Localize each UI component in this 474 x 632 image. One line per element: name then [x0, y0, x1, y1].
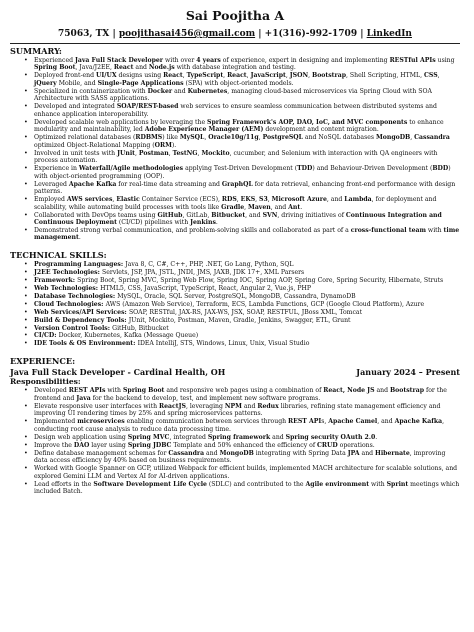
bold-text: EKS — [240, 196, 256, 204]
text-run: Container Service (ECS), — [139, 196, 222, 204]
skills-list — [10, 261, 460, 347]
bold-text: PostgreSQL — [262, 134, 303, 142]
list-item — [24, 57, 460, 72]
separator: | — [112, 29, 119, 39]
list-item — [24, 418, 460, 433]
bold-text: Cassandra — [168, 449, 205, 457]
skill-colon: : — [54, 332, 59, 340]
bold-text: Spring security OAuth 2.0 — [285, 433, 376, 441]
bold-text: 4 years — [196, 57, 221, 64]
bold-text: Java — [76, 394, 91, 402]
job-header — [10, 367, 460, 377]
text-run: ) and Behaviour-Driven Development ( — [312, 165, 433, 173]
experience-list — [10, 387, 460, 495]
bold-text: Bootstrap — [389, 387, 425, 395]
contact-line — [10, 28, 460, 40]
bold-text: Spring Framework's AOP, DAO, IoC, and MVC components — [207, 118, 408, 126]
text-run: designs using — [116, 72, 164, 80]
text-run: and NoSQL databases — [302, 134, 376, 142]
list-item — [24, 150, 460, 165]
skill-value: Spring Boot, Spring MVC, Spring Web Flow, Spring IOC, Spring AOP, Spring Core, Spring Security, Hibernate, Struts — [77, 277, 444, 285]
text-run: of experience, expert in designing and implementing — [220, 57, 390, 64]
skill-value: AWS (Amazon Web Service), Terraform, ECS, Lambda Functions, GCP (Google Cloud Platform), Azure — [105, 300, 425, 308]
bold-text: SOAP/REST-based — [116, 103, 179, 111]
skill-value: IDEA IntelliJ, STS, Windows, Linux, Unix, Visual Studio — [137, 340, 310, 348]
list-item — [24, 196, 460, 211]
bold-text: Apache Kafka — [68, 180, 117, 188]
list-item — [24, 434, 460, 441]
bold-text: RDBMS — [135, 134, 163, 142]
list-item — [24, 165, 460, 180]
bold-text: RESTful APIs — [389, 57, 436, 64]
text-run: . — [300, 203, 303, 211]
text-run: , improving data access efficiency by 40% based on business requirements. — [34, 449, 446, 465]
bold-text: Continuous Integration and Continuous Deployment — [34, 211, 442, 226]
skill-item — [24, 285, 460, 293]
text-run: with database integration and testing. — [174, 64, 296, 72]
text-run: and — [270, 433, 286, 441]
text-run: , — [197, 149, 202, 157]
text-run: for the frontend and — [34, 387, 447, 402]
bold-text: Apache Kafka — [394, 418, 443, 426]
skill-item — [24, 277, 460, 285]
bold-text: NPM — [224, 402, 242, 410]
bold-text: Bitbucket — [211, 211, 246, 219]
text-run: Collaborated with DevOps teams using — [34, 211, 158, 219]
text-run: optimized Object-Relational Mapping ( — [34, 141, 155, 149]
bold-text: BDD — [432, 165, 449, 173]
text-run: web services to ensure seamless communication between distributed systems and enhance application interoperability. — [34, 103, 437, 118]
text-run: ). — [171, 141, 177, 149]
bold-text: Apache Camel — [328, 418, 378, 426]
text-run: and — [133, 64, 149, 72]
text-run: , — [223, 72, 228, 80]
text-run: , — [437, 72, 440, 80]
bold-text: JSON — [289, 72, 309, 80]
text-run: applying Test-Driven Development ( — [183, 165, 298, 173]
skill-item — [24, 293, 460, 301]
skill-value: Java 8, C, C#, C++, PHP, .NET, Go Lang, Python, SQL — [125, 261, 294, 269]
text-run: Developed and integrated — [34, 103, 117, 111]
text-run: , — [258, 134, 263, 142]
bold-text: Postman — [138, 149, 169, 157]
bold-text: TDD — [297, 165, 313, 173]
skill-value: JUnit, Mockito, Postman, Maven, Gradle, Jenkins, Swagger, ETL, Grunt — [128, 316, 351, 324]
text-run: and — [241, 402, 258, 410]
text-run: , — [112, 196, 117, 204]
text-run: (SDLC) and contributed to the — [206, 480, 306, 488]
text-run: for data retrieval, enhancing front-end performance with design patterns. — [34, 180, 456, 196]
bold-text: UI/UX — [96, 72, 117, 80]
responsibilities-label: Responsibilities: — [10, 377, 81, 387]
bold-text: React — [113, 64, 134, 72]
text-run: , — [308, 72, 312, 80]
text-run: and — [204, 449, 220, 457]
bold-text: Spring Boot — [34, 64, 76, 72]
bold-text: Agile environment — [305, 480, 370, 488]
bold-text: Java Full Stack Developer — [74, 57, 164, 64]
bold-text: MongoDB — [219, 449, 254, 457]
bold-text: Maven — [248, 203, 271, 211]
text-run: operations. — [337, 441, 375, 449]
skill-label: CI/CD — [34, 332, 55, 340]
text-run: with — [425, 226, 444, 234]
text-run: Specialized in containerization with — [34, 87, 148, 95]
experience-heading: EXPERIENCE: — [10, 356, 76, 367]
text-run: . — [78, 234, 81, 242]
skill-label: IDE Tools & OS Environment — [34, 340, 134, 348]
list-item — [24, 442, 460, 449]
text-run: Optimized relational databases ( — [34, 134, 136, 142]
text-run: , conducting root cause analysis to reduce data processing time. — [34, 418, 445, 433]
skill-item — [24, 269, 460, 277]
text-run: , — [204, 134, 209, 142]
bold-text: Adobe Experience Manager (AEM) — [144, 126, 264, 134]
list-item — [24, 134, 460, 149]
text-run: , and — [377, 418, 395, 426]
text-run: with over — [163, 57, 197, 64]
text-run: Developed scalable web applications by leveraging the — [34, 118, 208, 126]
text-run: . — [375, 433, 378, 441]
bold-text: Microsoft Azure — [271, 196, 327, 204]
list-item — [24, 465, 460, 480]
skill-label: Framework — [34, 277, 73, 285]
text-run: , leveraging — [185, 402, 225, 410]
skill-item — [24, 309, 460, 317]
skill-item — [24, 340, 460, 348]
skill-item — [24, 332, 460, 340]
text-run: Experienced — [34, 57, 75, 64]
text-run: , — [168, 149, 173, 157]
skill-value: GitHub, Bitbucket — [112, 324, 169, 332]
text-run: using — [435, 57, 455, 64]
text-run: (CI/CD) pipelines with — [116, 218, 191, 226]
bold-text: React — [163, 72, 183, 80]
text-run: and responsive web pages using a combination of — [164, 387, 324, 395]
bold-text: AWS services — [66, 196, 113, 204]
text-run: Template and 50% enhanced the efficiency of — [171, 441, 318, 449]
skill-value: HTML5, CSS, JavaScript, TypeScript, React, Angular 2, Vue.js, PHP — [100, 285, 311, 293]
bold-text: Docker — [147, 87, 173, 95]
skill-label: Programming Languages — [34, 261, 121, 269]
list-item — [24, 181, 460, 196]
list-item — [24, 450, 460, 465]
bold-text: CSS — [424, 72, 438, 80]
skill-item — [24, 301, 460, 309]
bold-text: Oracle10g/11g — [208, 134, 259, 142]
bold-text: jQuery — [34, 79, 57, 87]
skill-item — [24, 325, 460, 333]
bold-text: Single-Page Applications — [97, 79, 184, 87]
bold-text: Cassandra — [414, 134, 450, 142]
skill-label: Version Control Tools — [34, 324, 108, 332]
text-run: Leveraged — [34, 180, 69, 188]
bold-text: ReactJS — [159, 402, 186, 410]
skill-label: Cloud Technologies — [34, 300, 102, 308]
text-run: Implemented — [34, 418, 78, 426]
job-title: Java Full Stack Developer - Cardinal Health, OH — [10, 367, 226, 378]
skill-item — [24, 317, 460, 325]
list-item — [24, 88, 460, 103]
text-run: , — [285, 72, 290, 80]
bold-text: Kubernetes — [187, 87, 228, 95]
bold-text: cross-functional team — [350, 226, 426, 234]
bold-text: Node.js — [148, 64, 175, 72]
bold-text: Sprint — [386, 480, 409, 488]
text-run: with — [105, 387, 123, 395]
text-run: Elevate responsive user interfaces with — [34, 402, 160, 410]
text-run: to enhance modularity and maintainability, led — [34, 118, 444, 134]
list-item — [24, 227, 460, 242]
text-run: , for deployment and scalability, while automating build processes with tools like — [34, 196, 437, 211]
text-run: Improve the — [34, 441, 74, 449]
skill-colon: : — [97, 269, 103, 277]
bold-text: Spring Boot — [122, 387, 165, 395]
skill-colon: : — [124, 308, 129, 316]
text-run: , and — [326, 196, 345, 204]
bold-text: Lambda — [344, 196, 372, 204]
bold-text: SVN — [262, 211, 278, 219]
bold-text: Ant — [288, 203, 301, 211]
text-run: Developed — [34, 387, 69, 395]
text-run: , — [244, 203, 249, 211]
bold-text: Mockito — [201, 149, 230, 157]
text-run: for the backend to develop, test, and implement new software programs. — [90, 394, 321, 402]
text-run: Involved in unit tests with — [34, 149, 118, 157]
skill-item — [24, 261, 460, 269]
skill-colon: : — [112, 293, 118, 300]
text-run: , — [255, 196, 260, 204]
skill-colon: : — [101, 300, 106, 308]
skill-value: MySQL, Oracle, SQL Server, PostgreSQL, MongoDB, Cassandra, DynamoDB — [117, 293, 356, 300]
bold-text: JavaScript — [250, 72, 286, 80]
bold-text: Gradle — [221, 203, 245, 211]
text-run: , — [246, 72, 251, 80]
text-run: libraries, refining state management efficiency and improving UI rendering times by 25% and spring microservices patterns. — [34, 402, 441, 418]
list-item — [24, 387, 460, 402]
text-run: (SPA) with object-oriented models. — [183, 79, 294, 87]
bold-text: JPA — [347, 449, 360, 457]
bold-text: MySQL — [179, 134, 205, 142]
skill-value: Servlets, JSP, JPA, JSTL, JNDI, JMS, JAXB, JDK 17+, XML Parsers — [102, 269, 305, 277]
bold-text: Redux — [257, 402, 279, 410]
bold-text: Bootstrap — [312, 72, 347, 80]
text-run: . — [215, 218, 218, 226]
text-run: Mobile, and — [56, 79, 98, 87]
text-run: , — [236, 196, 241, 204]
text-run: layer using — [89, 441, 128, 449]
bold-text: TestNG — [172, 149, 198, 157]
text-run: and — [172, 87, 188, 95]
email-link[interactable]: poojithasai456@gmail.com — [118, 29, 256, 39]
summary-list — [10, 57, 460, 242]
skill-label: Web Services/API Services — [34, 308, 125, 316]
location: 75063, TX — [58, 29, 110, 39]
text-run: , — [135, 149, 139, 157]
text-run: , driving initiatives of — [277, 211, 346, 219]
text-run: Deployed front-end — [34, 72, 97, 80]
list-item — [24, 103, 460, 118]
list-item — [24, 212, 460, 227]
text-run: Experience in — [34, 165, 79, 173]
job-dates: January 2024 – Present — [356, 367, 460, 378]
text-run: for real-time data streaming and — [116, 180, 222, 188]
text-run: Demonstrated strong verbal communication, and problem-solving skills and collaborated as part of a — [34, 226, 351, 234]
candidate-name: Sai Poojitha A — [185, 8, 285, 23]
skill-colon: : — [133, 340, 138, 348]
list-item — [24, 403, 460, 418]
bold-text: Software Development Life Cycle — [93, 480, 207, 488]
list-item — [24, 481, 460, 496]
skill-label: Database Technologies — [34, 293, 113, 300]
bold-text: Spring JDBC — [127, 441, 172, 449]
bold-text: Elastic — [116, 196, 140, 204]
text-run: , and — [245, 211, 263, 219]
bold-text: JUnit — [117, 149, 135, 157]
list-item — [24, 72, 460, 87]
bold-text: GitHub — [157, 211, 183, 219]
text-run: meetings which included Batch. — [34, 480, 460, 495]
header-divider — [10, 43, 460, 44]
skill-colon: : — [95, 285, 101, 293]
text-run: , — [267, 196, 272, 204]
text-run: s, — [321, 418, 329, 426]
text-run: , Shell Scripting, HTML, — [346, 72, 425, 80]
separator: | — [258, 29, 265, 39]
skill-label: Web Technologies — [34, 285, 96, 293]
list-item — [24, 119, 460, 134]
separator: | — [360, 29, 367, 39]
skills-heading: TECHNICAL SKILLS: — [10, 250, 107, 261]
skill-colon: : — [72, 277, 78, 285]
phone: +1(316)-992-1709 — [264, 29, 358, 39]
text-run: ) with object-oriented programming (OOP). — [34, 165, 451, 180]
bold-text: time management — [34, 226, 460, 242]
bold-text: Spring MVC — [127, 433, 170, 441]
skill-colon: : — [124, 316, 129, 324]
skill-value: SOAP, RESTful, JAX-RS, JAX-WS, JSX, SOAP, RESTFUL, JBoss XML, Tomcat — [128, 308, 363, 316]
summary-heading: SUMMARY: — [10, 46, 62, 56]
bold-text: ORM — [154, 141, 172, 149]
bold-text: GraphQL — [221, 180, 253, 188]
bold-text: Waterfall/Agile methodologies — [78, 165, 184, 173]
bold-text: DAO — [73, 441, 90, 449]
bold-text: REST APIs — [68, 387, 106, 395]
text-run: Define database management schemas for — [34, 449, 169, 457]
bold-text: TypeScript — [186, 72, 224, 80]
text-run: , managing cloud-based microservices via Spring Cloud with SOA Architecture with SASS applications. — [34, 87, 432, 103]
skill-colon: : — [120, 261, 126, 269]
skill-value: Docker, Kubernetes, Kafka (Message Queue) — [58, 332, 199, 340]
text-run: Design web application using — [34, 433, 128, 441]
text-run: with — [369, 480, 387, 488]
text-run: enabling communication between services through — [124, 418, 289, 426]
bold-text: Hibernate — [375, 449, 410, 457]
text-run: , integrated — [169, 433, 208, 441]
text-run: integrating with Spring Data — [253, 449, 348, 457]
text-run: and — [359, 449, 376, 457]
linkedin-link[interactable]: LinkedIn — [366, 29, 412, 39]
text-run: , cucumber, and Selenium with interaction with QA engineers with process automation. — [34, 149, 438, 165]
text-run: Employed — [34, 196, 67, 204]
skill-label: J2EE Technologies — [34, 269, 98, 277]
text-run: ) like — [162, 134, 180, 142]
bold-text: RDS — [221, 196, 237, 204]
bold-text: Spring framework — [207, 433, 271, 441]
skill-colon: : — [107, 324, 113, 332]
bold-text: S3 — [259, 196, 268, 204]
bold-text: CRUD — [317, 441, 338, 449]
text-run: , GitLab, — [182, 211, 212, 219]
bold-text: Jenkins — [190, 218, 216, 226]
bold-text: MongoDB — [375, 134, 411, 142]
bold-text: microservices — [77, 418, 125, 426]
text-run: , — [182, 72, 187, 80]
skill-label: Build & Dependency Tools — [34, 316, 125, 324]
text-run: Lead efforts in the — [34, 480, 94, 488]
text-run: , — [410, 134, 415, 142]
text-run: Worked with Google Spanner on GCP, utilized Webpack for efficient builds, implemented MACH architecture for scalable solutions, and explored Gemini LLM and Vertex AI for AI-driven applications. — [34, 465, 458, 480]
text-run: and — [374, 387, 390, 395]
bold-text: React, Node JS — [323, 387, 375, 395]
bold-text: REST API — [288, 418, 322, 426]
text-run: development and content migration. — [263, 126, 379, 134]
text-run: , Java/J2EE, — [75, 64, 114, 72]
text-run: , and — [270, 203, 289, 211]
bold-text: React — [227, 72, 247, 80]
